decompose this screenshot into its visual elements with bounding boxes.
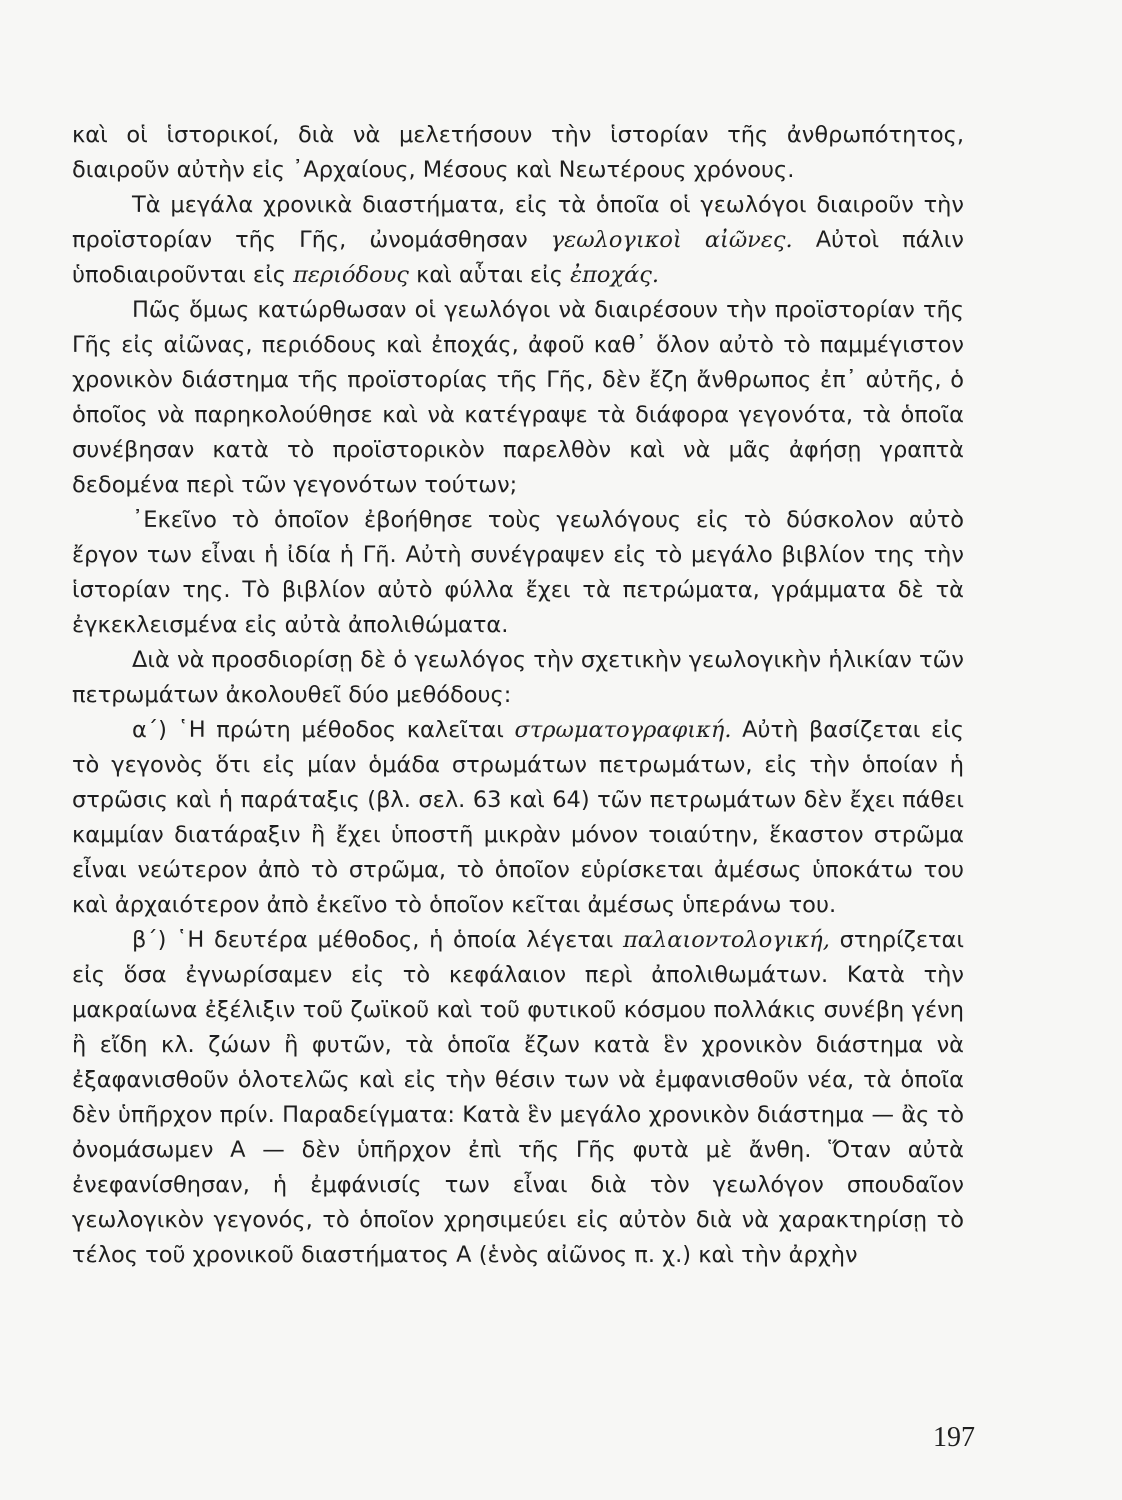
paragraph bbox=[72, 293, 964, 503]
paragraph bbox=[72, 643, 964, 713]
italic-term: περιόδους bbox=[293, 262, 409, 288]
text-run: β΄) ῾Η δευτέρα μέθοδος, ἡ ὁποία λέγεται bbox=[132, 927, 623, 953]
italic-term: ἐποχάς. bbox=[570, 262, 660, 288]
text-run: ᾿Εκεῖνο τὸ ὁποῖον ἐβοήθησε τοὺς γεωλόγους εἰς τὸ δύσκολον αὐτὸ ἔργον των εἶναι ἡ ἰδία ἡ Γῆ. Αὐτὴ συνέγραψεν εἰς τὸ μεγάλο βιβλίον της τὴν ἱστορίαν της. Τὸ βιβλίον αὐτὸ φύλλα ἔχει τὰ πετρώματα, γράμματα δὲ τὰ ἐγκεκλεισμένα εἰς αὐτὰ ἀπολιθώματα. bbox=[72, 507, 964, 638]
italic-term: γεωλογικοὶ αἰῶνες. bbox=[550, 227, 793, 253]
italic-term: στρωματογραφική. bbox=[514, 717, 732, 743]
text-run: Αὐτὴ βασίζεται εἰς τὸ γεγονὸς ὅτι εἰς μίαν ὁμάδα στρωμάτων πετρωμάτων, εἰς τὴν ὁποίαν ἡ στρῶσις καὶ ἡ παράταξις (βλ. σελ. 63 καὶ 64) τῶν πετρωμάτων δὲν ἔχει πάθει καμμίαν διατάραξιν ἢ ἔχει ὑποστῆ μικρὰν μόνον τοιαύτην, ἕκαστον στρῶμα εἶναι νεώτερον ἀπὸ τὸ στρῶμα, τὸ ὁποῖον εὑρίσκεται ἀμέσως ὑποκάτω του καὶ ἀρχαιότερον ἀπὸ ἐκεῖνο τὸ ὁποῖον κεῖται ἀμέσως ὑπεράνω του. bbox=[72, 717, 964, 918]
text-run: Διὰ νὰ προσδιορίσῃ δὲ ὁ γεωλόγος τὴν σχετικὴν γεωλογικὴν ἡλικίαν τῶν πετρωμάτων ἀκολουθεῖ δύο μεθόδους: bbox=[72, 647, 964, 708]
text-run: στηρίζεται εἰς ὅσα ἐγνωρίσαμεν εἰς τὸ κεφάλαιον περὶ ἀπολιθωμάτων. Κατὰ τὴν μακραίωνα ἐξέλιξιν τοῦ ζωϊκοῦ καὶ τοῦ φυτικοῦ κόσμου πολλάκις συνέβη γένη ἢ εἴδη κλ. ζώων ἢ φυτῶν, τὰ ὁποῖα ἔζων κατὰ ἓν χρονικὸν διάστημα νὰ ἐξαφανισθοῦν ὁλοτελῶς καὶ εἰς τὴν θέσιν των νὰ ἐμφανισθοῦν νέα, τὰ ὁποῖα δὲν ὑπῆρχον πρίν. Παραδείγματα: Κατὰ ἓν μεγάλο χρονικὸν διάστημα — ἂς τὸ ὀνομάσωμεν Α — δὲν ὑπῆρχον ἐπὶ τῆς Γῆς φυτὰ μὲ ἄνθη. Ὅταν αὐτὰ ἐνεφανίσθησαν, ἡ ἐμφάνισίς των εἶναι διὰ τὸν γεωλόγον σπουδαῖον γεωλογικὸν γεγονός, τὸ ὁποῖον χρησιμεύει εἰς αὐτὸν διὰ νὰ χαρακτηρίσῃ τὸ τέλος τοῦ χρονικοῦ διαστήματος Α (ἑνὸς αἰῶνος π. χ.) καὶ τὴν ἀρχὴν bbox=[72, 927, 964, 1268]
paragraph bbox=[72, 118, 964, 188]
paragraph bbox=[72, 503, 964, 643]
italic-term: παλαιοντολογική, bbox=[622, 927, 830, 953]
text-run: Πῶς ὅμως κατώρθωσαν οἱ γεωλόγοι νὰ διαιρέσουν τὴν προϊστορίαν τῆς Γῆς εἰς αἰῶνας, περιόδους καὶ ἐποχάς, ἀφοῦ καθ᾿ ὅλον αὐτὸ τὸ παμμέγιστον χρονικὸν διάστημα τῆς προϊστορίας τῆς Γῆς, δὲν ἔζη ἄνθρωπος ἐπ᾿ αὐτῆς, ὁ ὁποῖος νὰ παρηκολούθησε καὶ νὰ κατέγραψε τὰ διάφορα γεγονότα, τὰ ὁποῖα συνέβησαν κατὰ τὸ προϊστορικὸν παρελθὸν καὶ νὰ μᾶς ἀφήσῃ γραπτὰ δεδομένα περὶ τῶν γεγονότων τούτων; bbox=[72, 297, 964, 498]
paragraph bbox=[72, 923, 964, 1273]
page-number: 197 bbox=[933, 1422, 975, 1453]
text-run: Τὰ μεγάλα χρονικὰ διαστήματα, εἰς τὰ ὁποῖα οἱ γεωλόγοι διαιροῦν τὴν προϊστορίαν τῆς Γῆς, ὠνομάσθησαν bbox=[72, 192, 964, 253]
body-text bbox=[72, 118, 964, 1273]
text-run: καὶ αὗται εἰς bbox=[408, 262, 571, 288]
paragraph bbox=[72, 713, 964, 923]
text-run: α΄) ῾Η πρώτη μέθοδος καλεῖται bbox=[132, 717, 515, 743]
text-run: καὶ οἱ ἱστορικοί, διὰ νὰ μελετήσουν τὴν ἱστορίαν τῆς ἀνθρωπότητος, διαιροῦν αὐτὴν εἰς ᾿Αρχαίους, Μέσους καὶ Νεωτέρους χρόνους. bbox=[72, 122, 964, 183]
text-run: Αὐτοὶ πάλιν ὑποδιαιροῦνται εἰς bbox=[72, 227, 964, 288]
paragraph bbox=[72, 188, 964, 293]
